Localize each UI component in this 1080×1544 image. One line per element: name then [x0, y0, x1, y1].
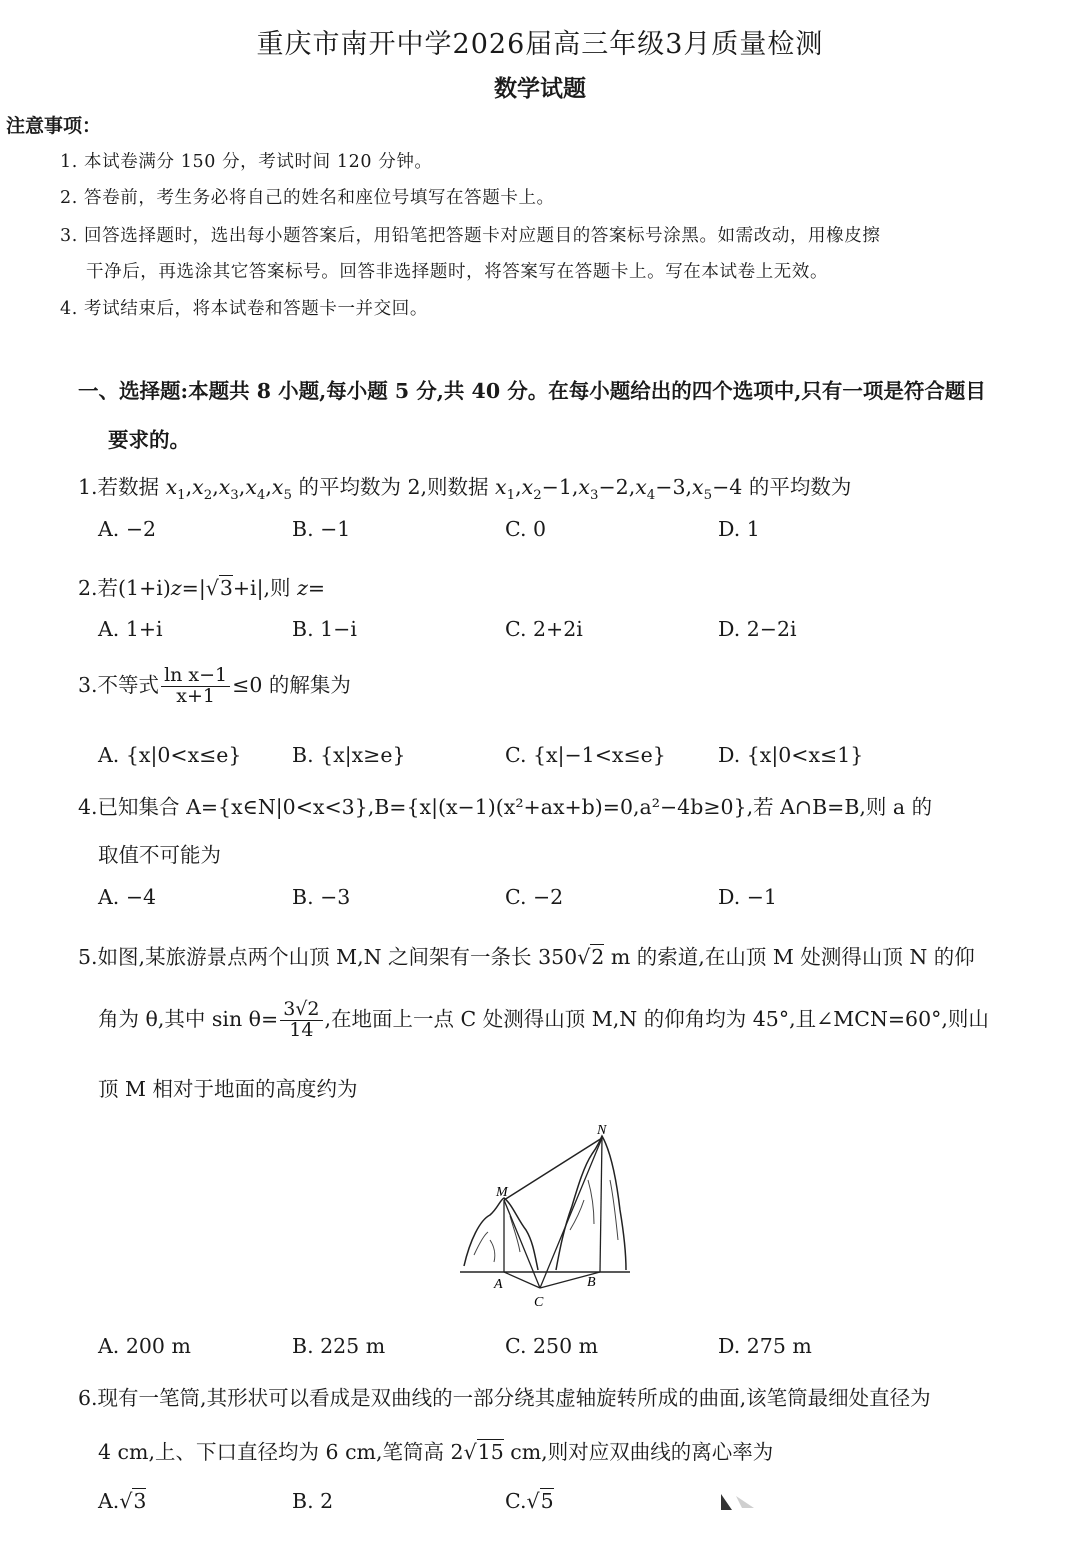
left-mountain — [464, 1198, 538, 1270]
q2-option-c: C. 2+2i — [505, 617, 583, 641]
q5-option-c: C. 250 m — [505, 1334, 599, 1358]
var-z: z — [170, 576, 182, 600]
q2-option-b: B. 1−i — [292, 617, 357, 641]
q4-option-d: D. −1 — [718, 885, 777, 909]
radicand: 15 — [477, 1440, 504, 1464]
q5-text: ,在地面上一点 C 处测得山顶 M,N 的仰角均为 45°,且∠MCN=60°,则山 — [324, 1006, 989, 1031]
radical: √ — [463, 1440, 477, 1464]
q4-option-b: B. −3 — [292, 885, 351, 909]
q2-text: = — [307, 576, 326, 600]
q3-text: 3.不等式 — [78, 672, 160, 697]
q5-option-d: D. 275 m — [718, 1334, 812, 1358]
q6-text: 4 cm,上、下口直径均为 6 cm,笔筒高 2 — [98, 1440, 464, 1464]
denominator: x+1 — [176, 684, 215, 707]
q2-text: +i|,则 — [232, 576, 298, 600]
q5-text: 角为 θ,其中 sin θ= — [98, 1006, 279, 1031]
numerator: 3√2 — [280, 1000, 322, 1021]
page-curl-icon-svg — [718, 1490, 758, 1514]
question-2 — [78, 571, 325, 601]
question-5-line3: 顶 M 相对于地面的高度约为 — [98, 1077, 358, 1101]
notice-heading: 注意事项： — [6, 115, 102, 137]
notice-item: 2. 答卷前，考生务必将自己的姓名和座位号填写在答题卡上。 — [60, 188, 555, 208]
option-label: C. — [505, 1489, 527, 1513]
q4-option-c: C. −2 — [505, 885, 564, 909]
q3-option-c: C. {x|−1<x≤e} — [505, 743, 666, 767]
notice-item: 4. 考试结束后，将本试卷和答题卡一并交回。 — [60, 299, 428, 319]
q1-option-b: B. −1 — [292, 517, 351, 541]
radical: √ — [526, 1489, 540, 1513]
section-heading: 一、选择题:本题共 8 小题,每小题 5 分,共 40 分。在每小题给出的四个选项中,只有一项是符合题目 — [78, 379, 986, 403]
question-1: 1.若数据 $x_1,x_2,x_3,x_4,x_5$ 的平均数为 2,则数据 $x_1,x_2-1,x_3-2,x_4-3,x_5-4$ 的平均数为 — [78, 475, 852, 504]
section-heading-cont: 要求的。 — [108, 428, 190, 452]
height-line-nb — [600, 1138, 602, 1272]
q4-option-a: A. −4 — [98, 885, 157, 909]
mountain-cable-figure — [460, 1120, 640, 1319]
radical: √ — [205, 576, 219, 600]
q3-option-a: A. {x|0<x≤e} — [98, 743, 242, 767]
denominator: 14 — [289, 1018, 314, 1041]
numerator: ln x−1 — [161, 666, 230, 687]
notice-item: 干净后，再选涂其它答案标号。回答非选择题时，将答案写在答题卡上。写在本试卷上无效。 — [86, 262, 829, 282]
q6-text: cm,则对应双曲线的离心率为 — [503, 1440, 774, 1464]
q2-option-a: A. 1+i — [98, 617, 163, 641]
q1-option-d: D. 1 — [718, 517, 760, 541]
q1-text: 的平均数为 — [742, 475, 852, 499]
radical: √ — [119, 1489, 133, 1513]
question-5-line2 — [98, 1000, 989, 1041]
option-label: A. — [98, 1489, 120, 1513]
q6-option-c — [505, 1489, 554, 1513]
label-c: C — [534, 1295, 544, 1310]
q3-option-b: B. {x|x≥e} — [292, 743, 406, 767]
q6-option-a — [98, 1489, 146, 1513]
mountain-diagram — [460, 1120, 640, 1315]
page-subtitle: 数学试题 — [494, 75, 586, 102]
radicand: 3 — [219, 576, 233, 600]
q2-text: 2.若(1+i) — [78, 576, 171, 600]
var-z: z — [297, 576, 308, 600]
radicand: 2 — [591, 945, 605, 969]
question-4: 4.已知集合 A={x∈N|0<x<3},B={x|(x−1)(x²+ax+b)=0,a²−4b≥0},若 A∩B=B,则 a 的 — [78, 795, 933, 819]
question-4-cont: 取值不可能为 — [98, 843, 221, 867]
cable-line-mn — [504, 1138, 602, 1200]
q1-option-a: A. −2 — [98, 517, 157, 541]
notice-item: 3. 回答选择题时，选出每小题答案后，用铅笔把答题卡对应题目的答案标号涂黑。如需改动，用橡皮擦 — [60, 226, 881, 246]
q2-option-d: D. 2−2i — [718, 617, 797, 641]
q3-text: ≤0 的解集为 — [232, 672, 351, 697]
q1-text: 的平均数为 2,则数据 — [291, 475, 496, 499]
q1-option-c: C. 0 — [505, 517, 547, 541]
label-b: B — [587, 1275, 596, 1290]
label-n: N — [597, 1123, 607, 1138]
page-title: 重庆市南开中学2026届高三年级3月质量检测 — [256, 29, 824, 60]
line-nc — [540, 1138, 602, 1288]
q3-fraction — [161, 666, 230, 707]
q1-text: 1.若数据 — [78, 475, 166, 499]
q2-text: =| — [181, 576, 206, 600]
question-6: 6.现有一笔筒,其形状可以看成是双曲线的一部分绕其虚轴旋转所成的曲面,该笔筒最细处直径为 — [78, 1386, 931, 1410]
notice-item: 1. 本试卷满分 150 分，考试时间 120 分钟。 — [60, 152, 433, 172]
q5-text: 5.如图,某旅游景点两个山顶 M,N 之间架有一条长 350 — [78, 945, 578, 969]
radicand: 5 — [540, 1489, 554, 1513]
right-mountain — [556, 1136, 626, 1270]
page-curl-icon — [718, 1490, 758, 1514]
label-a: A — [494, 1277, 503, 1292]
question-5 — [78, 940, 975, 970]
question-6-line2 — [98, 1435, 773, 1465]
q6-option-b: B. 2 — [292, 1489, 334, 1513]
radical: √ — [577, 945, 591, 969]
q5-option-a: A. 200 m — [98, 1334, 191, 1358]
label-m: M — [496, 1185, 508, 1200]
q3-option-d: D. {x|0<x≤1} — [718, 743, 864, 767]
q5-option-b: B. 225 m — [292, 1334, 386, 1358]
question-3 — [78, 666, 351, 707]
q5-text: m 的索道,在山顶 M 处测得山顶 N 的仰 — [604, 945, 975, 969]
q5-fraction — [280, 1000, 322, 1041]
radicand: 3 — [133, 1489, 147, 1513]
